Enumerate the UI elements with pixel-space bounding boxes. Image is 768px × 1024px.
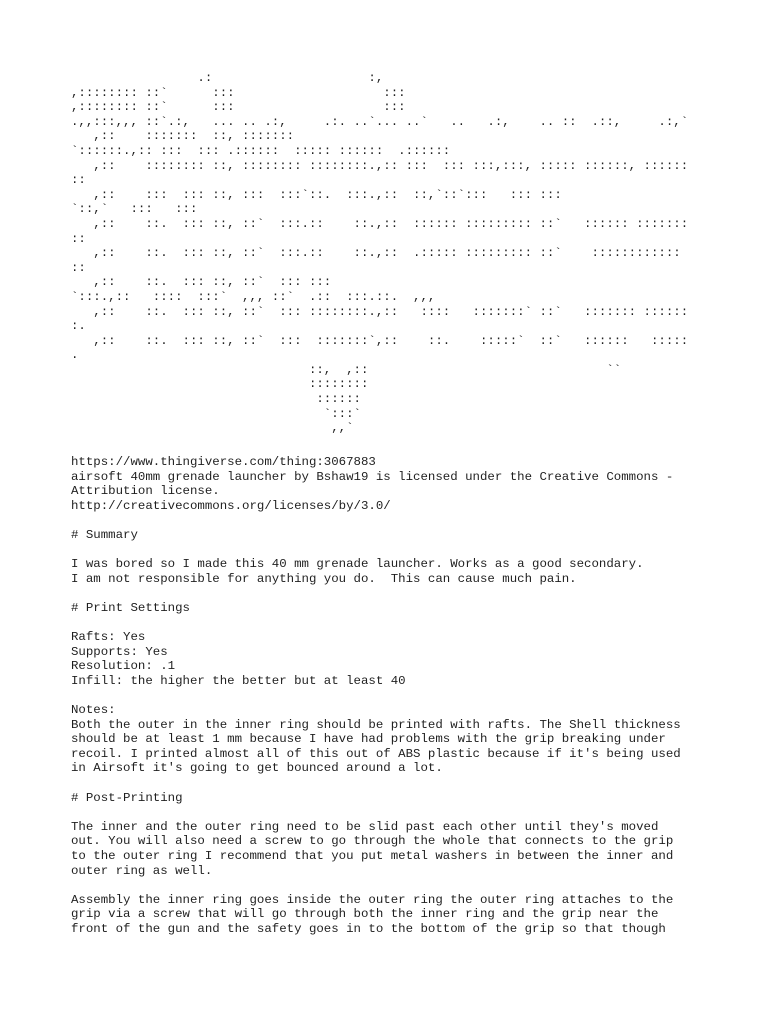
text-line: outer ring as well. [71, 863, 213, 878]
section-heading: # Summary [71, 527, 138, 542]
url-line: https://www.thingiverse.com/thing:3067883 [71, 455, 376, 469]
ascii-art-line: :: [71, 173, 86, 188]
ascii-art-line: :::::::: [71, 377, 369, 392]
text-line: Rafts: Yes [71, 630, 146, 645]
ascii-art-line: :. [71, 319, 86, 334]
text-line: I am not responsible for anything you do. This can cause much pain. [71, 571, 577, 586]
ascii-art-line: .: :, [71, 71, 384, 85]
ascii-art-line: ,:: ::. ::: ::, ::` ::: :::::::`,:: ::. :::::` ::` :::::: ::::: [71, 333, 689, 348]
section-heading: # Post-Printing [71, 790, 183, 805]
blank-line [71, 776, 681, 791]
url-line: http://creativecommons.org/licenses/by/3.0/ [71, 498, 391, 513]
ascii-art-line: ,:: ::::::: ::, ::::::: [71, 129, 295, 144]
ascii-art-line: ,,` [71, 421, 354, 436]
blank-line [71, 616, 681, 631]
text-line: Infill: the higher the better but at least 40 [71, 673, 406, 688]
text-line: Attribution license. [71, 484, 220, 499]
ascii-art-line: ,:: :::::::: ::, :::::::: ::::::::.,:: ::: ::: :::,:::, ::::: ::::::, :::::: [71, 158, 689, 173]
text-line: Assembly the inner ring goes inside the outer ring the outer ring attaches to the [71, 892, 674, 907]
blank-line [71, 878, 681, 893]
text-line: to the outer ring I recommend that you put metal washers in between the inner and [71, 849, 674, 864]
text-line: recoil. I printed almost all of this out of ABS plastic because if it's being used [71, 746, 681, 761]
ascii-art-line: . [71, 348, 79, 363]
ascii-art-line: ,:: ::: ::: ::, ::: :::`::. :::.,:: ::,`::`::: ::: ::: [71, 187, 562, 202]
section-heading: # Print Settings [71, 600, 190, 615]
text-line: front of the gun and the safety goes in to the bottom of the grip so that though [71, 922, 666, 936]
text-line: Resolution: .1 [71, 659, 176, 674]
blank-line [71, 586, 681, 601]
text-line: in Airsoft it's going to get bounced around a lot. [71, 761, 443, 776]
ascii-art-banner [71, 71, 688, 436]
text-line: The inner and the outer ring need to be slid past each other until they's moved [71, 819, 659, 834]
ascii-art-line: `:::` [71, 406, 361, 421]
text-line: airsoft 40mm grenade launcher by Bshaw19 is licensed under the Creative Commons - [71, 469, 674, 484]
ascii-art-line: ,:: ::. ::: ::, ::` :::.:: ::.,:: .::::: ::::::::: ::` :::::::::::: [71, 246, 681, 261]
ascii-art-line: ,:: ::. ::: ::, ::` :::.:: ::.,:: :::::: ::::::::: ::` :::::: ::::::: [71, 216, 689, 231]
text-line: out. You will also need a screw to go through the whole that connects to the grip [71, 834, 674, 849]
blank-line [71, 805, 681, 820]
document-text [71, 455, 681, 937]
blank-line [71, 689, 681, 704]
ascii-art-line: :: [71, 231, 86, 246]
ascii-art-line: .,,:::,,, ::`.:, ... .. .:, .:. ..`... ..` .. .:, .. :: .::, .:,` [71, 114, 689, 129]
text-line: Supports: Yes [71, 644, 168, 659]
text-line: Notes: [71, 703, 116, 718]
text-line: grip via a screw that will go through both the inner ring and the grip near the [71, 907, 659, 922]
ascii-art-line: ,:::::::: ::` ::: ::: [71, 100, 406, 115]
ascii-art-line: ::, ,:: `` [71, 362, 622, 377]
ascii-art-line: :::::: [71, 392, 361, 407]
text-line: Both the outer in the inner ring should be printed with rafts. The Shell thickness [71, 717, 681, 732]
ascii-art-line: :: [71, 260, 86, 275]
blank-line [71, 513, 681, 528]
ascii-art-line: `::::::.,:: ::: ::: .:::::: ::::: :::::: .:::::: [71, 143, 451, 158]
ascii-art-line: `:::.,:: :::: :::` ,,, ::` .:: :::.::. ,,, [71, 289, 436, 304]
ascii-art-line: ,:: ::. ::: ::, ::` ::: ::: [71, 275, 332, 290]
ascii-art-line: ,:::::::: ::` ::: ::: [71, 85, 406, 100]
ascii-art-line: ,:: ::. ::: ::, ::` ::: ::::::::.,:: :::: :::::::` ::` ::::::: :::::: [71, 304, 689, 319]
text-line: should be at least 1 mm because I have had problems with the grip breaking under [71, 732, 666, 747]
text-line: I was bored so I made this 40 mm grenade launcher. Works as a good secondary. [71, 557, 644, 572]
ascii-art-line: `::,` ::: ::: [71, 202, 198, 217]
blank-line [71, 543, 681, 558]
